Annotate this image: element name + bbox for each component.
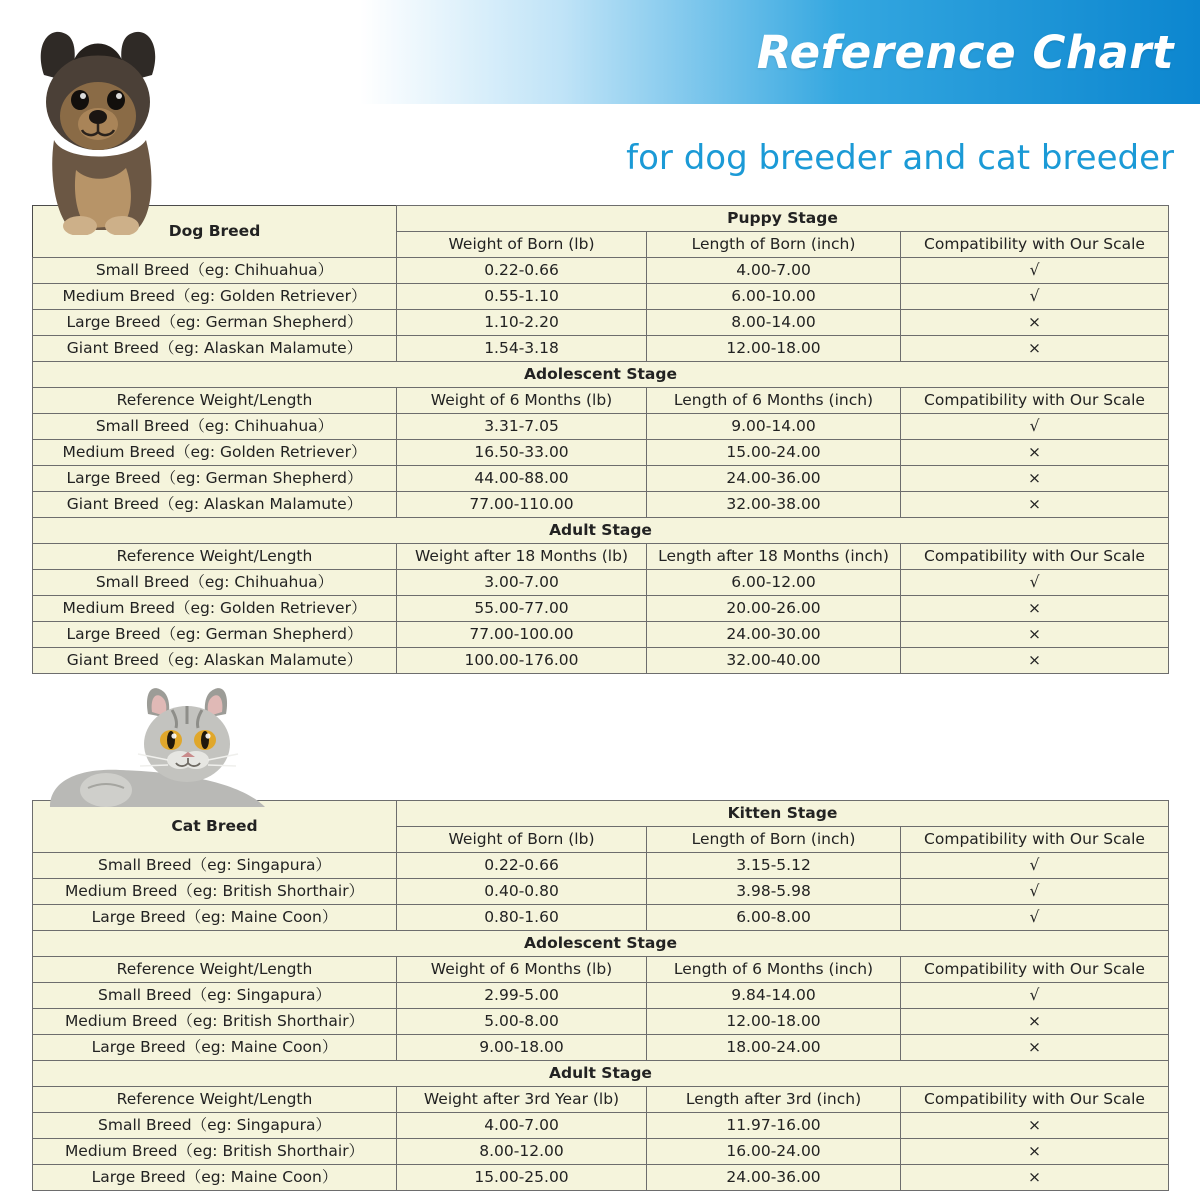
compatibility-value: √ bbox=[901, 570, 1169, 596]
table-row bbox=[33, 258, 1169, 284]
table-row bbox=[33, 518, 1169, 544]
weight-value: 16.50-33.00 bbox=[397, 440, 647, 466]
cat-breed-header: Cat Breed bbox=[33, 801, 397, 853]
weight-value: 3.31-7.05 bbox=[397, 414, 647, 440]
breed-label: Medium Breed（eg: British Shorthair） bbox=[33, 1009, 397, 1035]
table-row bbox=[33, 596, 1169, 622]
breed-label: Medium Breed（eg: Golden Retriever） bbox=[33, 440, 397, 466]
column-header-compatibility: Compatibility with Our Scale bbox=[901, 1087, 1169, 1113]
breed-label: Large Breed（eg: German Shepherd） bbox=[33, 310, 397, 336]
length-value: 20.00-26.00 bbox=[647, 596, 901, 622]
table-row bbox=[33, 648, 1169, 674]
stage-header-puppy: Puppy Stage bbox=[397, 206, 1169, 232]
table-row bbox=[33, 466, 1169, 492]
table-row bbox=[33, 440, 1169, 466]
weight-value: 5.00-8.00 bbox=[397, 1009, 647, 1035]
column-header-length: Length of 6 Months (inch) bbox=[647, 957, 901, 983]
weight-value: 0.80-1.60 bbox=[397, 905, 647, 931]
breed-label: Small Breed（eg: Chihuahua） bbox=[33, 258, 397, 284]
column-header-compatibility: Compatibility with Our Scale bbox=[901, 957, 1169, 983]
cat-reference-table bbox=[32, 800, 1169, 1191]
compatibility-value: × bbox=[901, 1035, 1169, 1061]
weight-value: 1.10-2.20 bbox=[397, 310, 647, 336]
compatibility-value: √ bbox=[901, 284, 1169, 310]
length-value: 6.00-8.00 bbox=[647, 905, 901, 931]
table-row bbox=[33, 931, 1169, 957]
stage-header-adolescent: Adolescent Stage bbox=[33, 362, 1169, 388]
breed-label: Large Breed（eg: Maine Coon） bbox=[33, 1035, 397, 1061]
table-row bbox=[33, 622, 1169, 648]
table-row bbox=[33, 1009, 1169, 1035]
column-header-compatibility: Compatibility with Our Scale bbox=[901, 827, 1169, 853]
weight-value: 4.00-7.00 bbox=[397, 1113, 647, 1139]
breed-label: Small Breed（eg: Singapura） bbox=[33, 1113, 397, 1139]
length-value: 16.00-24.00 bbox=[647, 1139, 901, 1165]
compatibility-value: √ bbox=[901, 853, 1169, 879]
breed-label: Giant Breed（eg: Alaskan Malamute） bbox=[33, 492, 397, 518]
dog-breed-header: Dog Breed bbox=[33, 206, 397, 258]
compatibility-value: × bbox=[901, 1139, 1169, 1165]
length-value: 24.00-30.00 bbox=[647, 622, 901, 648]
reference-label: Reference Weight/Length bbox=[33, 957, 397, 983]
weight-value: 77.00-100.00 bbox=[397, 622, 647, 648]
column-header-weight: Weight after 3rd Year (lb) bbox=[397, 1087, 647, 1113]
breed-label: Small Breed（eg: Singapura） bbox=[33, 983, 397, 1009]
length-value: 6.00-12.00 bbox=[647, 570, 901, 596]
column-header-compatibility: Compatibility with Our Scale bbox=[901, 232, 1169, 258]
table-row bbox=[33, 1139, 1169, 1165]
breed-label: Small Breed（eg: Chihuahua） bbox=[33, 570, 397, 596]
stage-header-adult: Adult Stage bbox=[33, 1061, 1169, 1087]
length-value: 32.00-38.00 bbox=[647, 492, 901, 518]
reference-label: Reference Weight/Length bbox=[33, 388, 397, 414]
table-row bbox=[33, 983, 1169, 1009]
compatibility-value: × bbox=[901, 310, 1169, 336]
length-value: 9.00-14.00 bbox=[647, 414, 901, 440]
column-header-length: Length of Born (inch) bbox=[647, 232, 901, 258]
table-row bbox=[33, 1035, 1169, 1061]
table-row bbox=[33, 414, 1169, 440]
compatibility-value: × bbox=[901, 596, 1169, 622]
weight-value: 1.54-3.18 bbox=[397, 336, 647, 362]
compatibility-value: √ bbox=[901, 983, 1169, 1009]
compatibility-value: × bbox=[901, 466, 1169, 492]
compatibility-value: × bbox=[901, 1165, 1169, 1191]
weight-value: 3.00-7.00 bbox=[397, 570, 647, 596]
stage-header-adult: Adult Stage bbox=[33, 518, 1169, 544]
column-header-weight: Weight after 18 Months (lb) bbox=[397, 544, 647, 570]
weight-value: 100.00-176.00 bbox=[397, 648, 647, 674]
table-row bbox=[33, 570, 1169, 596]
compatibility-value: × bbox=[901, 440, 1169, 466]
length-value: 24.00-36.00 bbox=[647, 1165, 901, 1191]
compatibility-value: √ bbox=[901, 905, 1169, 931]
length-value: 15.00-24.00 bbox=[647, 440, 901, 466]
breed-label: Large Breed（eg: German Shepherd） bbox=[33, 622, 397, 648]
weight-value: 9.00-18.00 bbox=[397, 1035, 647, 1061]
breed-label: Large Breed（eg: Maine Coon） bbox=[33, 905, 397, 931]
length-value: 18.00-24.00 bbox=[647, 1035, 901, 1061]
compatibility-value: × bbox=[901, 1113, 1169, 1139]
column-header-weight: Weight of 6 Months (lb) bbox=[397, 388, 647, 414]
compatibility-value: × bbox=[901, 336, 1169, 362]
weight-value: 8.00-12.00 bbox=[397, 1139, 647, 1165]
weight-value: 44.00-88.00 bbox=[397, 466, 647, 492]
length-value: 3.98-5.98 bbox=[647, 879, 901, 905]
compatibility-value: × bbox=[901, 492, 1169, 518]
breed-label: Large Breed（eg: German Shepherd） bbox=[33, 466, 397, 492]
table-row bbox=[33, 284, 1169, 310]
table-row bbox=[33, 544, 1169, 570]
weight-value: 0.40-0.80 bbox=[397, 879, 647, 905]
weight-value: 15.00-25.00 bbox=[397, 1165, 647, 1191]
compatibility-value: × bbox=[901, 648, 1169, 674]
length-value: 8.00-14.00 bbox=[647, 310, 901, 336]
page-title: Reference Chart bbox=[756, 26, 1174, 79]
compatibility-value: × bbox=[901, 622, 1169, 648]
table-row bbox=[33, 492, 1169, 518]
breed-label: Large Breed（eg: Maine Coon） bbox=[33, 1165, 397, 1191]
column-header-weight: Weight of Born (lb) bbox=[397, 827, 647, 853]
table-row bbox=[33, 336, 1169, 362]
weight-value: 55.00-77.00 bbox=[397, 596, 647, 622]
reference-label: Reference Weight/Length bbox=[33, 1087, 397, 1113]
table-row bbox=[33, 879, 1169, 905]
table-row bbox=[33, 206, 1169, 232]
breed-label: Medium Breed（eg: British Shorthair） bbox=[33, 1139, 397, 1165]
column-header-weight: Weight of 6 Months (lb) bbox=[397, 957, 647, 983]
dog-photo-icon bbox=[14, 20, 184, 235]
column-header-weight: Weight of Born (lb) bbox=[397, 232, 647, 258]
column-header-length: Length of Born (inch) bbox=[647, 827, 901, 853]
column-header-compatibility: Compatibility with Our Scale bbox=[901, 388, 1169, 414]
compatibility-value: √ bbox=[901, 879, 1169, 905]
table-row bbox=[33, 1087, 1169, 1113]
length-value: 24.00-36.00 bbox=[647, 466, 901, 492]
breed-label: Small Breed（eg: Singapura） bbox=[33, 853, 397, 879]
length-value: 3.15-5.12 bbox=[647, 853, 901, 879]
page-subtitle: for dog breeder and cat breeder bbox=[626, 138, 1174, 178]
dog-reference-table bbox=[32, 205, 1169, 674]
weight-value: 77.00-110.00 bbox=[397, 492, 647, 518]
breed-label: Medium Breed（eg: Golden Retriever） bbox=[33, 596, 397, 622]
breed-label: Small Breed（eg: Chihuahua） bbox=[33, 414, 397, 440]
length-value: 32.00-40.00 bbox=[647, 648, 901, 674]
length-value: 9.84-14.00 bbox=[647, 983, 901, 1009]
column-header-length: Length after 18 Months (inch) bbox=[647, 544, 901, 570]
table-row bbox=[33, 957, 1169, 983]
breed-label: Medium Breed（eg: Golden Retriever） bbox=[33, 284, 397, 310]
weight-value: 0.22-0.66 bbox=[397, 258, 647, 284]
breed-label: Giant Breed（eg: Alaskan Malamute） bbox=[33, 648, 397, 674]
compatibility-value: √ bbox=[901, 258, 1169, 284]
table-row bbox=[33, 853, 1169, 879]
table-row bbox=[33, 905, 1169, 931]
length-value: 12.00-18.00 bbox=[647, 1009, 901, 1035]
table-row bbox=[33, 1165, 1169, 1191]
weight-value: 0.55-1.10 bbox=[397, 284, 647, 310]
column-header-length: Length of 6 Months (inch) bbox=[647, 388, 901, 414]
length-value: 6.00-10.00 bbox=[647, 284, 901, 310]
column-header-length: Length after 3rd (inch) bbox=[647, 1087, 901, 1113]
compatibility-value: √ bbox=[901, 414, 1169, 440]
length-value: 4.00-7.00 bbox=[647, 258, 901, 284]
length-value: 11.97-16.00 bbox=[647, 1113, 901, 1139]
table-row bbox=[33, 310, 1169, 336]
cat-photo-icon bbox=[40, 672, 275, 807]
stage-header-kitten: Kitten Stage bbox=[397, 801, 1169, 827]
breed-label: Giant Breed（eg: Alaskan Malamute） bbox=[33, 336, 397, 362]
column-header-compatibility: Compatibility with Our Scale bbox=[901, 544, 1169, 570]
stage-header-adolescent: Adolescent Stage bbox=[33, 931, 1169, 957]
weight-value: 2.99-5.00 bbox=[397, 983, 647, 1009]
compatibility-value: × bbox=[901, 1009, 1169, 1035]
table-row bbox=[33, 1113, 1169, 1139]
breed-label: Medium Breed（eg: British Shorthair） bbox=[33, 879, 397, 905]
weight-value: 0.22-0.66 bbox=[397, 853, 647, 879]
length-value: 12.00-18.00 bbox=[647, 336, 901, 362]
table-row bbox=[33, 388, 1169, 414]
reference-label: Reference Weight/Length bbox=[33, 544, 397, 570]
table-row bbox=[33, 362, 1169, 388]
table-row bbox=[33, 1061, 1169, 1087]
